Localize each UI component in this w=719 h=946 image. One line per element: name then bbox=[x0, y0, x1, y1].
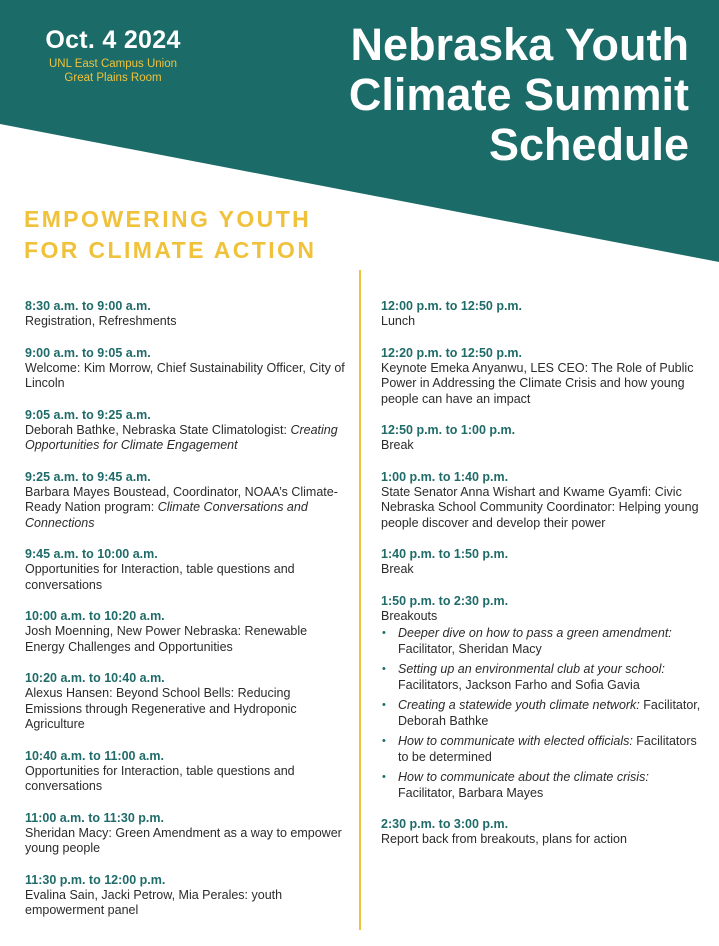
event-venue bbox=[28, 57, 198, 85]
schedule-time: 9:45 a.m. to 10:00 a.m. bbox=[25, 547, 158, 561]
schedule-desc: Sheridan Macy: Green Amendment as a way to empower young people bbox=[25, 825, 342, 855]
breakout-facilitator: Facilitators to be determined bbox=[398, 734, 697, 764]
schedule-desc: Breakouts bbox=[381, 608, 438, 623]
schedule-desc: Welcome: Kim Morrow, Chief Sustainability Officer, City of Lincoln bbox=[25, 360, 345, 390]
schedule-item bbox=[381, 816, 701, 848]
tagline-line-1: EMPOWERING YOUTH bbox=[24, 206, 312, 232]
schedule-right-column bbox=[381, 298, 701, 863]
schedule-time: 1:50 p.m. to 2:30 p.m. bbox=[381, 593, 509, 608]
schedule-item bbox=[381, 345, 701, 408]
breakout-facilitator: Facilitator, Barbara Mayes bbox=[398, 785, 544, 800]
bullet-icon: • bbox=[382, 735, 386, 747]
schedule-item bbox=[25, 748, 345, 795]
schedule-desc: Opportunities for Interaction, table questions and conversations bbox=[25, 763, 295, 793]
schedule-left-column bbox=[25, 298, 345, 934]
schedule-desc-italic: Climate Conversations and Connections bbox=[25, 500, 308, 530]
tagline bbox=[24, 204, 384, 266]
breakout-item bbox=[381, 626, 701, 657]
schedule-item bbox=[25, 546, 345, 593]
bullet-icon: • bbox=[382, 627, 386, 639]
schedule-desc-plain: Deborah Bathke, Nebraska State Climatologist: bbox=[25, 422, 287, 437]
tagline-line-2: FOR CLIMATE ACTION bbox=[24, 237, 317, 263]
breakout-topic: Setting up an environmental club at your school: bbox=[398, 662, 665, 676]
schedule-item bbox=[25, 469, 345, 532]
breakout-topic: Creating a statewide youth climate network: bbox=[398, 698, 640, 712]
schedule-item bbox=[381, 469, 701, 532]
title-line-2: Climate Summit bbox=[348, 69, 689, 120]
breakout-facilitator: Facilitator, Deborah Bathke bbox=[398, 698, 701, 728]
breakout-item bbox=[381, 734, 701, 765]
schedule-time: 11:30 p.m. to 12:00 p.m. bbox=[25, 872, 166, 887]
title-line-3: Schedule bbox=[488, 119, 689, 170]
venue-line-1: UNL East Campus Union bbox=[48, 58, 178, 70]
schedule-desc-italic: Creating Opportunities for Climate Engagement bbox=[25, 422, 338, 452]
bullet-icon: • bbox=[382, 663, 386, 675]
schedule-desc: Josh Moenning, New Power Nebraska: Renewable Energy Challenges and Opportunities bbox=[25, 624, 308, 654]
schedule-time: 9:00 a.m. to 9:05 a.m. bbox=[25, 345, 151, 360]
schedule-desc: Registration, Refreshments bbox=[25, 314, 177, 328]
schedule-desc: Report back from breakouts, plans for action bbox=[381, 832, 627, 846]
schedule-item bbox=[381, 546, 701, 578]
schedule-time: 1:00 p.m. to 1:40 p.m. bbox=[381, 469, 509, 484]
schedule-desc: State Senator Anna Wishart and Kwame Gyamfi: Civic Nebraska School Community Coordinator: Helping young people discover and develop their power bbox=[381, 484, 699, 530]
breakout-topic: How to communicate about the climate crisis: bbox=[398, 770, 649, 784]
breakout-topic: How to communicate with elected officials: bbox=[398, 734, 633, 748]
breakout-item bbox=[381, 698, 701, 729]
venue-line-2: Great Plains Room bbox=[64, 72, 162, 84]
title-line-1: Nebraska Youth bbox=[350, 19, 689, 70]
schedule-time: 10:00 a.m. to 10:20 a.m. bbox=[25, 609, 165, 623]
schedule-item bbox=[381, 298, 701, 330]
schedule-time: 8:30 a.m. to 9:00 a.m. bbox=[25, 299, 151, 313]
bullet-icon: • bbox=[382, 771, 386, 783]
schedule-item bbox=[381, 593, 701, 802]
schedule-time: 12:50 p.m. to 1:00 p.m. bbox=[381, 423, 516, 437]
schedule-time: 12:00 p.m. to 12:50 p.m. bbox=[381, 299, 523, 313]
schedule-desc: Lunch bbox=[381, 314, 416, 328]
breakout-topic: Deeper dive on how to pass a green amendment: bbox=[398, 626, 672, 640]
column-divider bbox=[359, 270, 361, 930]
schedule-item bbox=[25, 345, 345, 392]
breakout-facilitator: Facilitator, Sheridan Macy bbox=[398, 641, 542, 656]
schedule-item bbox=[25, 670, 345, 733]
schedule-time: 2:30 p.m. to 3:00 p.m. bbox=[381, 817, 509, 831]
schedule-desc: Alexus Hansen: Beyond School Bells: Reducing Emissions through Regenerative and Hydroponic Agriculture bbox=[25, 686, 297, 731]
schedule-time: 10:20 a.m. to 10:40 a.m. bbox=[25, 671, 165, 685]
schedule-time: 10:40 a.m. to 11:00 a.m. bbox=[25, 748, 164, 763]
breakout-list bbox=[381, 626, 701, 801]
schedule-time: 12:20 p.m. to 12:50 p.m. bbox=[381, 345, 523, 360]
schedule-time: 1:40 p.m. to 1:50 p.m. bbox=[381, 547, 509, 561]
schedule-time: 9:25 a.m. to 9:45 a.m. bbox=[25, 469, 151, 484]
event-date: Oct. 4 2024 bbox=[45, 26, 181, 54]
breakout-facilitator: Facilitators, Jackson Farho and Sofia Gavia bbox=[398, 677, 640, 692]
breakout-item bbox=[381, 770, 701, 801]
schedule-desc bbox=[25, 423, 345, 454]
schedule-item bbox=[25, 407, 345, 454]
schedule-desc: Break bbox=[381, 562, 414, 576]
schedule-item bbox=[25, 872, 345, 919]
schedule-desc bbox=[25, 485, 345, 532]
page-title bbox=[209, 20, 689, 170]
schedule-desc-plain: Barbara Mayes Boustead, Coordinator, NOAA’s Climate-Ready Nation program: bbox=[25, 484, 338, 514]
breakout-item bbox=[381, 662, 701, 693]
bullet-icon: • bbox=[382, 699, 386, 711]
schedule-desc: Keynote Emeka Anyanwu, LES CEO: The Role of Public Power in Addressing the Climate Crisis and how young people can have an impact bbox=[381, 360, 694, 406]
schedule-item bbox=[381, 422, 701, 454]
schedule-item bbox=[25, 298, 345, 330]
schedule-time: 9:05 a.m. to 9:25 a.m. bbox=[25, 407, 151, 422]
schedule-desc: Evalina Sain, Jacki Petrow, Mia Perales: youth empowerment panel bbox=[25, 887, 283, 917]
schedule-item bbox=[25, 810, 345, 857]
schedule-time: 11:00 a.m. to 11:30 p.m. bbox=[25, 810, 164, 825]
schedule-desc: Break bbox=[381, 438, 414, 452]
schedule-item bbox=[25, 608, 345, 655]
schedule-desc: Opportunities for Interaction, table questions and conversations bbox=[25, 562, 295, 592]
